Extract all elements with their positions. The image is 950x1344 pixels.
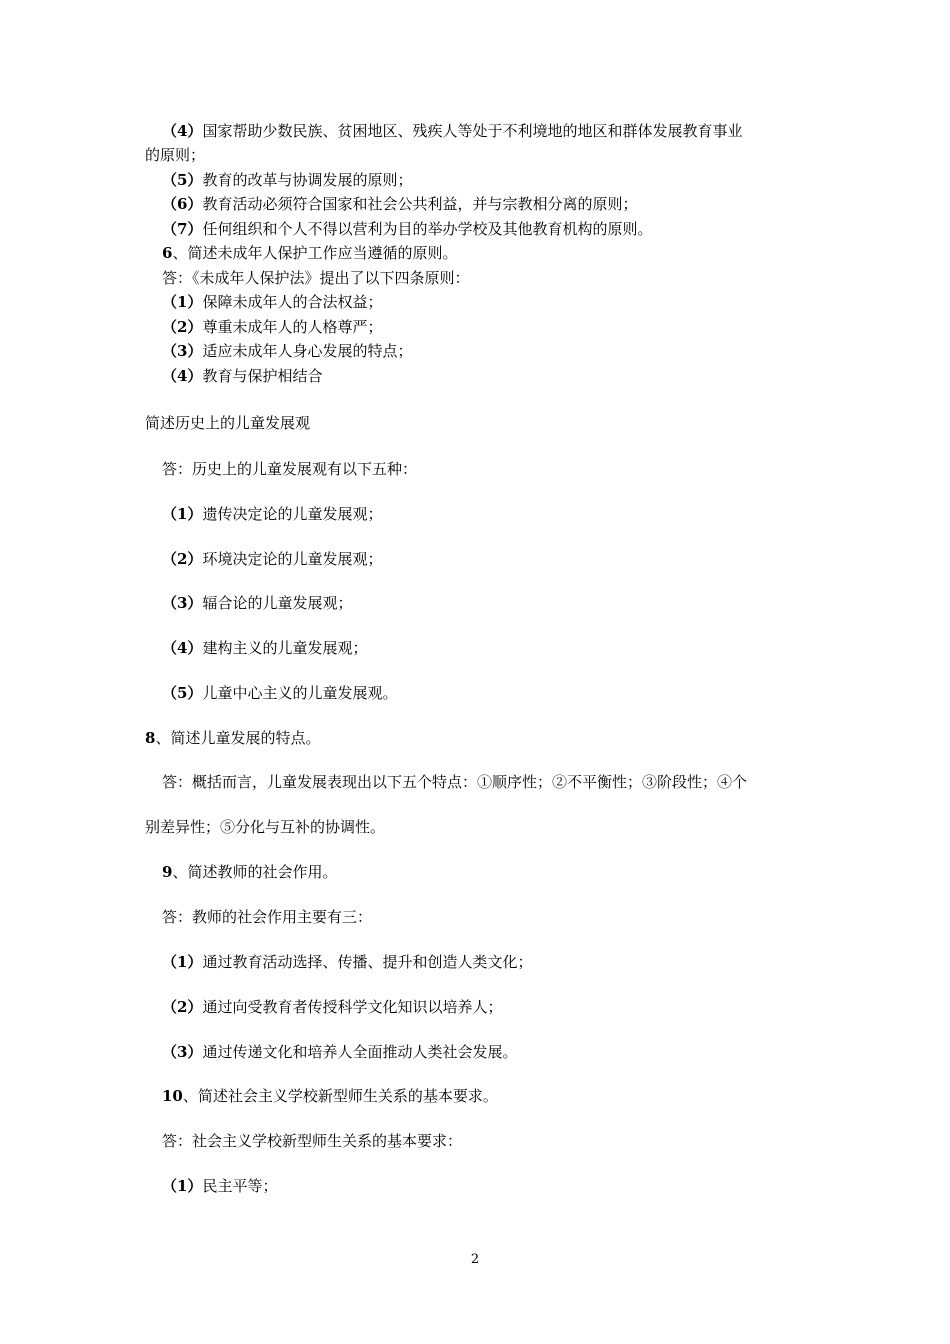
answer-line: 别差异性；⑤分化与互补的协调性。 (145, 818, 386, 836)
question-heading: 10、简述社会主义学校新型师生关系的基本要求。 (162, 1087, 498, 1105)
question-heading: 简述历史上的儿童发展观 (145, 414, 311, 432)
text-line: （3）适应未成年人身心发展的特点； (162, 342, 413, 360)
text-line: （5）教育的改革与协调发展的原则； (162, 171, 413, 189)
text-line: （4）国家帮助少数民族、贫困地区、残疾人等处于不利境地的地区和群体发展教育事业 (162, 122, 743, 140)
text-line: （2）环境决定论的儿童发展观； (162, 550, 383, 568)
text-line: （2）尊重未成年人的人格尊严； (162, 318, 383, 336)
text-line: （4）建构主义的儿童发展观； (162, 639, 368, 657)
text-line: 的原则； (145, 146, 206, 164)
answer-line: 答：概括而言，儿童发展表现出以下五个特点：①顺序性；②不平衡性；③阶段性；④个 (162, 773, 748, 791)
text-line: （1）遗传决定论的儿童发展观； (162, 505, 383, 523)
page-number: 2 (470, 1252, 480, 1267)
text-line: （3）辐合论的儿童发展观； (162, 594, 353, 612)
question-heading: 8、简述儿童发展的特点。 (145, 729, 321, 747)
text-line: （2）通过向受教育者传授科学文化知识以培养人； (162, 998, 503, 1016)
text-line: （1）保障未成年人的合法权益； (162, 293, 383, 311)
text-line: （6）教育活动必须符合国家和社会公共利益，并与宗教相分离的原则； (162, 195, 638, 213)
answer-line: 答：《未成年人保护法》提出了以下四条原则： (162, 269, 470, 287)
question-heading: 9、简述教师的社会作用。 (162, 863, 338, 881)
answer-line: 答：教师的社会作用主要有三： (162, 908, 373, 926)
question-heading: 6、简述未成年人保护工作应当遵循的原则。 (162, 244, 458, 262)
text-line: （4）教育与保护相结合 (162, 367, 323, 385)
text-line: （3）通过传递文化和培养人全面推动人类社会发展。 (162, 1043, 518, 1061)
text-line: （1）民主平等； (162, 1177, 278, 1195)
text-line: （7）任何组织和个人不得以营利为目的举办学校及其他教育机构的原则。 (162, 220, 653, 238)
text-line: （1）通过教育活动选择、传播、提升和创造人类文化； (162, 953, 533, 971)
text-line: （5）儿童中心主义的儿童发展观。 (162, 684, 398, 702)
answer-line: 答：历史上的儿童发展观有以下五种： (162, 460, 418, 478)
answer-line: 答：社会主义学校新型师生关系的基本要求： (162, 1132, 463, 1150)
